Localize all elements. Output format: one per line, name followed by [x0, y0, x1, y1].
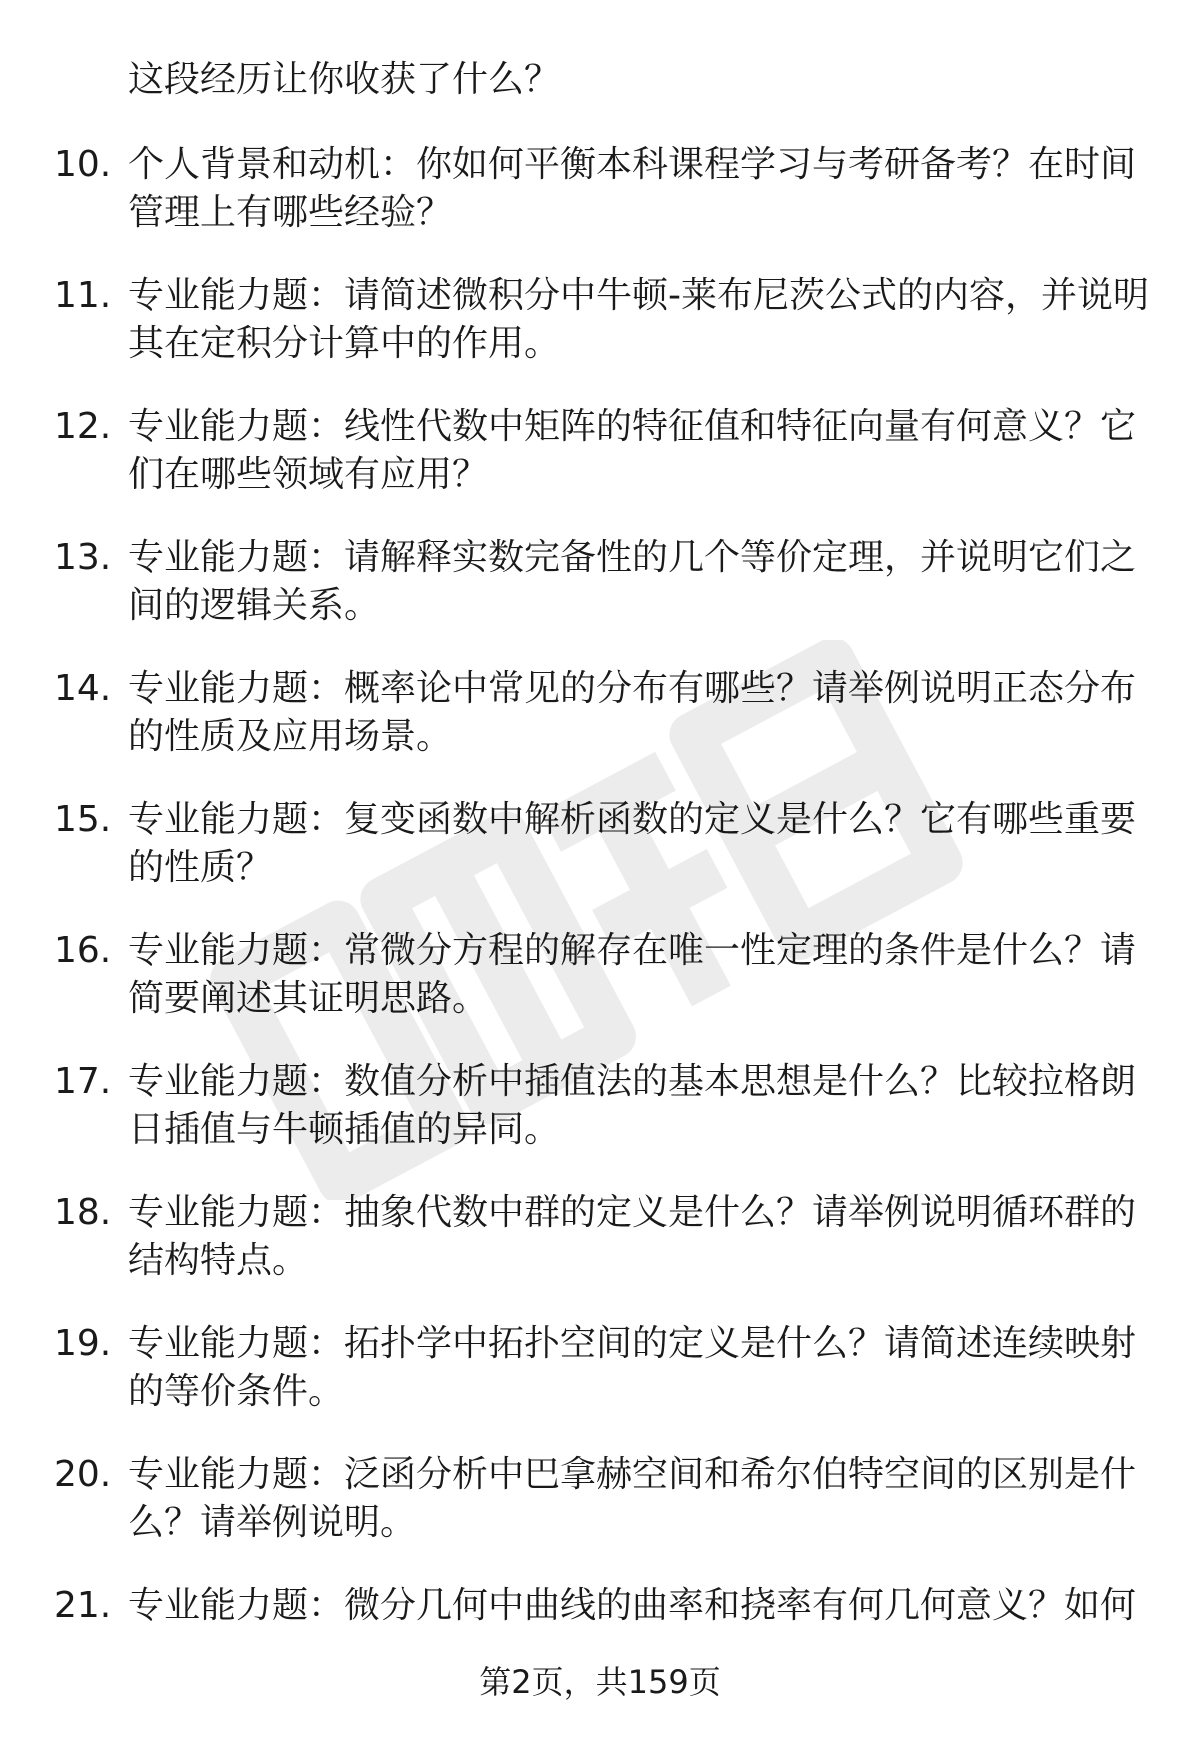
- question-number: 15.: [54, 799, 112, 840]
- question-text: [128, 1451, 1148, 1547]
- question-line: 结构特点。: [128, 1240, 309, 1281]
- question-number: 21.: [54, 1585, 112, 1626]
- question-number: 18.: [54, 1192, 112, 1233]
- question-number: 16.: [54, 930, 112, 971]
- question-line: 专业能力题：常微分方程的解存在唯一性定理的条件是什么？请: [128, 930, 1137, 971]
- question-item: [0, 927, 1200, 1058]
- question-item: [0, 1058, 1200, 1189]
- question-line: 专业能力题：拓扑学中拓扑空间的定义是什么？请简述连续映射: [128, 1323, 1137, 1364]
- question-text: [128, 927, 1148, 1023]
- question-text: [128, 141, 1148, 237]
- question-line: 的性质及应用场景。: [128, 716, 453, 757]
- question-item: [0, 272, 1200, 403]
- question-number: 13.: [54, 537, 112, 578]
- question-number: 20.: [54, 1454, 112, 1495]
- question-line: 专业能力题：复变函数中解析函数的定义是什么？它有哪些重要: [128, 799, 1137, 840]
- question-number: 17.: [54, 1061, 112, 1102]
- question-item: [0, 796, 1200, 927]
- question-number: 12.: [54, 406, 112, 447]
- question-number: 19.: [54, 1323, 112, 1364]
- question-number: 10.: [54, 144, 112, 185]
- question-text: [128, 272, 1148, 368]
- question-line: 专业能力题：微分几何中曲线的曲率和挠率有何几何意义？如何: [128, 1585, 1137, 1626]
- question-text: [128, 1320, 1148, 1416]
- question-line: 日插值与牛顿插值的异同。: [128, 1109, 561, 1150]
- question-line: 专业能力题：概率论中常见的分布有哪些？请举例说明正态分布: [128, 668, 1137, 709]
- question-line: 其在定积分计算中的作用。: [128, 323, 561, 364]
- question-item: [0, 665, 1200, 796]
- question-line: 简要阐述其证明思路。: [128, 978, 489, 1019]
- question-line: 专业能力题：线性代数中矩阵的特征值和特征向量有何意义？它: [128, 406, 1137, 447]
- question-item: [0, 534, 1200, 665]
- question-line: 专业能力题：数值分析中插值法的基本思想是什么？比较拉格朗: [128, 1061, 1137, 1102]
- question-item: [0, 1451, 1200, 1582]
- question-item: [0, 1320, 1200, 1451]
- question-line: 间的逻辑关系。: [128, 585, 381, 626]
- question-line: 的等价条件。: [128, 1371, 345, 1412]
- question-line: 专业能力题：请解释实数完备性的几个等价定理，并说明它们之: [128, 537, 1137, 578]
- question-line: 个人背景和动机：你如何平衡本科课程学习与考研备考？在时间: [128, 144, 1137, 185]
- question-text: [128, 403, 1148, 499]
- question-line: 的性质？: [128, 847, 273, 888]
- question-item: [0, 1189, 1200, 1320]
- question-text: [128, 665, 1148, 761]
- question-text: [128, 1582, 1148, 1630]
- question-line: 专业能力题：请简述微积分中牛顿-莱布尼茨公式的内容，并说明: [128, 275, 1149, 316]
- page-footer: 第2页，共159页: [479, 1663, 721, 1701]
- question-line: 专业能力题：抽象代数中群的定义是什么？请举例说明循环群的: [128, 1192, 1137, 1233]
- question-line: 专业能力题：泛函分析中巴拿赫空间和希尔伯特空间的区别是什: [128, 1454, 1137, 1495]
- question-line: 们在哪些领域有应用？: [128, 454, 489, 495]
- question-text: [128, 1058, 1148, 1154]
- question-line: 么？请举例说明。: [128, 1502, 417, 1543]
- question-item: [0, 141, 1200, 272]
- question-item: [0, 403, 1200, 534]
- question-text: [128, 1189, 1148, 1285]
- question-number: 14.: [54, 668, 112, 709]
- question-line: 管理上有哪些经验？: [128, 192, 453, 233]
- question-list: [0, 141, 1200, 1713]
- question-text: [128, 796, 1148, 892]
- question-number: 11.: [54, 275, 112, 316]
- continuation-line: 这段经历让你收获了什么？: [128, 59, 561, 100]
- question-text: [128, 534, 1148, 630]
